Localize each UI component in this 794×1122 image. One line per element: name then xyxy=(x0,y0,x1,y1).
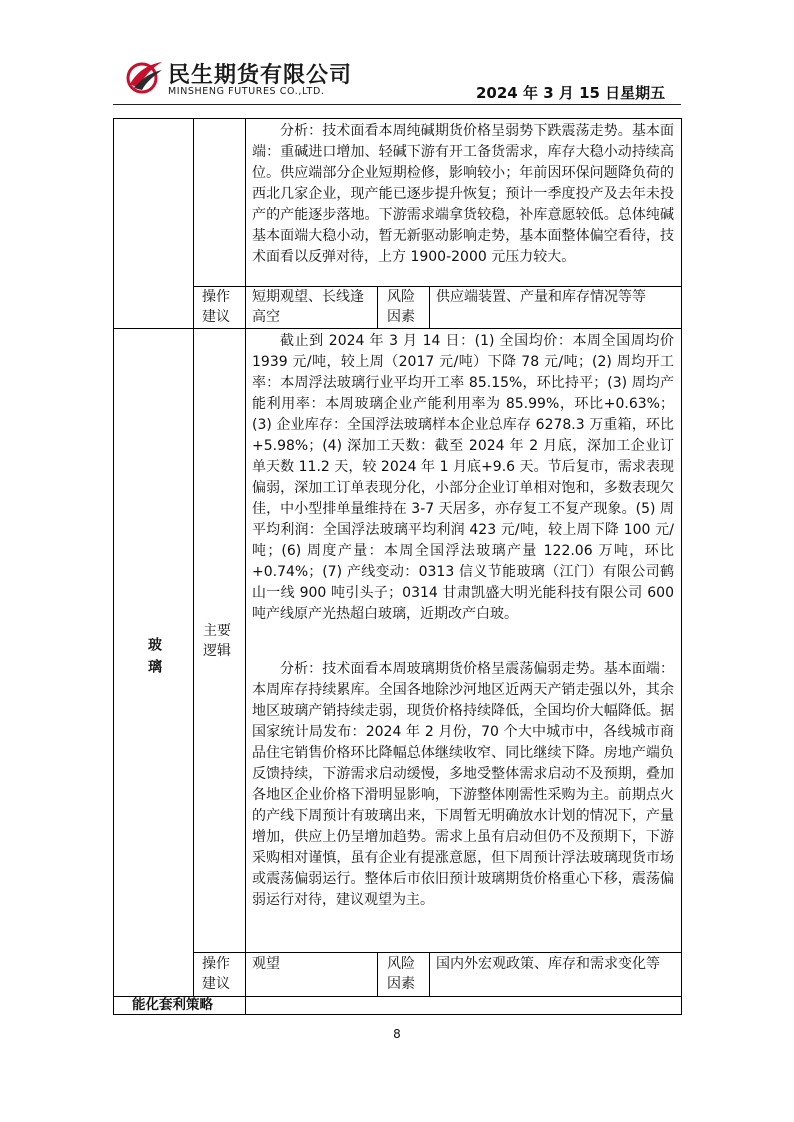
glass-risk-value-cell xyxy=(430,953,682,997)
glass-logic-label-cell xyxy=(194,329,246,953)
glass-op-label-cell xyxy=(194,953,246,997)
soda-product-cell xyxy=(114,119,194,329)
glass-product-label: 玻璃 xyxy=(146,637,162,681)
soda-op-value: 短期观望、长线逢高空 xyxy=(252,289,364,325)
soda-risk-label-cell xyxy=(378,287,430,329)
soda-logic-label-cell xyxy=(194,119,246,287)
glass-analysis-text: 分析：技术面看本周玻璃期货价格呈震荡偏弱走势。基本面端：本周库存持续累库。全国各地除沙河地区近两天产销走强以外，其余地区玻璃产销持续走弱，现货价格持续降低，全国均价大幅降低。据国家统计局发布：2024 年 2 月份，70 个大中城市中，各线城市商品住宅销售价格环比降幅总体继续收窄、同比继续下降。房地产端负反馈持续，下游需求启动缓慢，多地受整体需求启动不及预期，叠加各地区企业价格下滑明显影响，下游整体刚需性采购为主。前期点火的产线下周预计有玻璃出来，下周暂无明确放水计划的情况下，产量增加，供应上仍呈增加趋势。需求上虽有启动但仍不及预期下，下游采购相对谨慎，虽有企业有提涨意愿，但下周预计浮法玻璃现货市场或震荡偏弱运行。整体后市依旧预计玻璃期货价格重心下移，震荡偏弱运行对待，建议观望为主。 xyxy=(252,661,674,908)
report-date: 2024 年 3 月 15 日星期五 xyxy=(476,84,666,102)
glass-data-text: 截止到 2024 年 3 月 14 日：(1) 全国均价：本周全国周均价 1939 元/吨，较上周（2017 元/吨）下降 78 元/吨；(2) 周均开工率：本周浮法玻璃行业平均开工率 85.15%，环比持平；(3) 周均产能利用率：本周玻璃企业产能利用率为 85.99%，环比+0.63%；(3) 企业库存：全国浮法玻璃样本企业总库存 6278.3 万重箱，环比+5.98%；(4) 深加工天数：截至 2024 年 2 月底，深加工企业订单天数 11.2 天，较 2024 年 1 月底+9.6 天。节后复市，需求表现偏弱，深加工订单表现分化，小部分企业订单相对饱和，多数表现欠佳，中小型排单量维持在 3-7 天居多，亦存复工不复产现象。(5) 周平均利润：全国浮法玻璃平均利润 423 元/吨，较上周下降 100 元/吨；(6) 周度产量：本周全国浮法玻璃产量 122.06 万吨，环比+0.74%；(7) 产线变动：0313 信义节能玻璃（江门）有限公司鹤山一线 900 吨引头子；0314 甘肃凯盛大明光能科技有限公司 600 吨产线原产光热超白玻璃，近期改产白玻。 xyxy=(252,333,674,622)
soda-risk-label: 风险因素 xyxy=(387,289,415,325)
page-number: 8 xyxy=(393,1027,401,1041)
header-divider xyxy=(113,104,681,105)
soda-op-label: 操作建议 xyxy=(202,289,230,325)
minsheng-logo-icon xyxy=(124,56,164,96)
company-name-cn: 民生期货有限公司 xyxy=(168,63,353,88)
glass-product-cell xyxy=(114,329,194,997)
strategy-label: 能化套利策略 xyxy=(132,997,213,1013)
glass-op-value-cell xyxy=(246,953,378,997)
strategy-label-cell xyxy=(114,997,246,1015)
glass-op-value: 观望 xyxy=(252,956,280,972)
glass-risk-value: 国内外宏观政策、库存和需求变化等 xyxy=(436,956,660,972)
glass-risk-label: 风险因素 xyxy=(387,956,415,992)
company-logo xyxy=(124,56,364,102)
soda-analysis-cell xyxy=(246,119,682,287)
soda-risk-value: 供应端装置、产量和库存情况等等 xyxy=(436,289,646,305)
company-name-en: MINSHENG FUTURES CO.,LTD. xyxy=(168,86,325,97)
soda-op-value-cell xyxy=(246,287,378,329)
glass-risk-label-cell xyxy=(378,953,430,997)
glass-logic-label: 主要逻辑 xyxy=(203,623,231,659)
strategy-table xyxy=(113,118,682,1015)
glass-content-cell xyxy=(246,329,682,953)
strategy-value-cell xyxy=(246,997,682,1015)
soda-analysis-text: 分析：技术面看本周纯碱期货价格呈弱势下跌震荡走势。基本面端：重碱进口增加、轻碱下游有开工备货需求，库存大稳小动持续高位。供应端部分企业短期检修，影响较小；年前因环保问题降负荷的西北几家企业，现产能已逐步提升恢复；预计一季度投产及去年未投产的产能逐步落地。下游需求端拿货较稳，补库意愿较低。总体纯碱基本面端大稳小动，暂无新驱动影响走势，基本面整体偏空看待，技术面看以反弹对待，上方 1900-2000 元压力较大。 xyxy=(252,123,674,265)
glass-op-label: 操作建议 xyxy=(202,956,230,992)
soda-risk-value-cell xyxy=(430,287,682,329)
soda-op-label-cell xyxy=(194,287,246,329)
